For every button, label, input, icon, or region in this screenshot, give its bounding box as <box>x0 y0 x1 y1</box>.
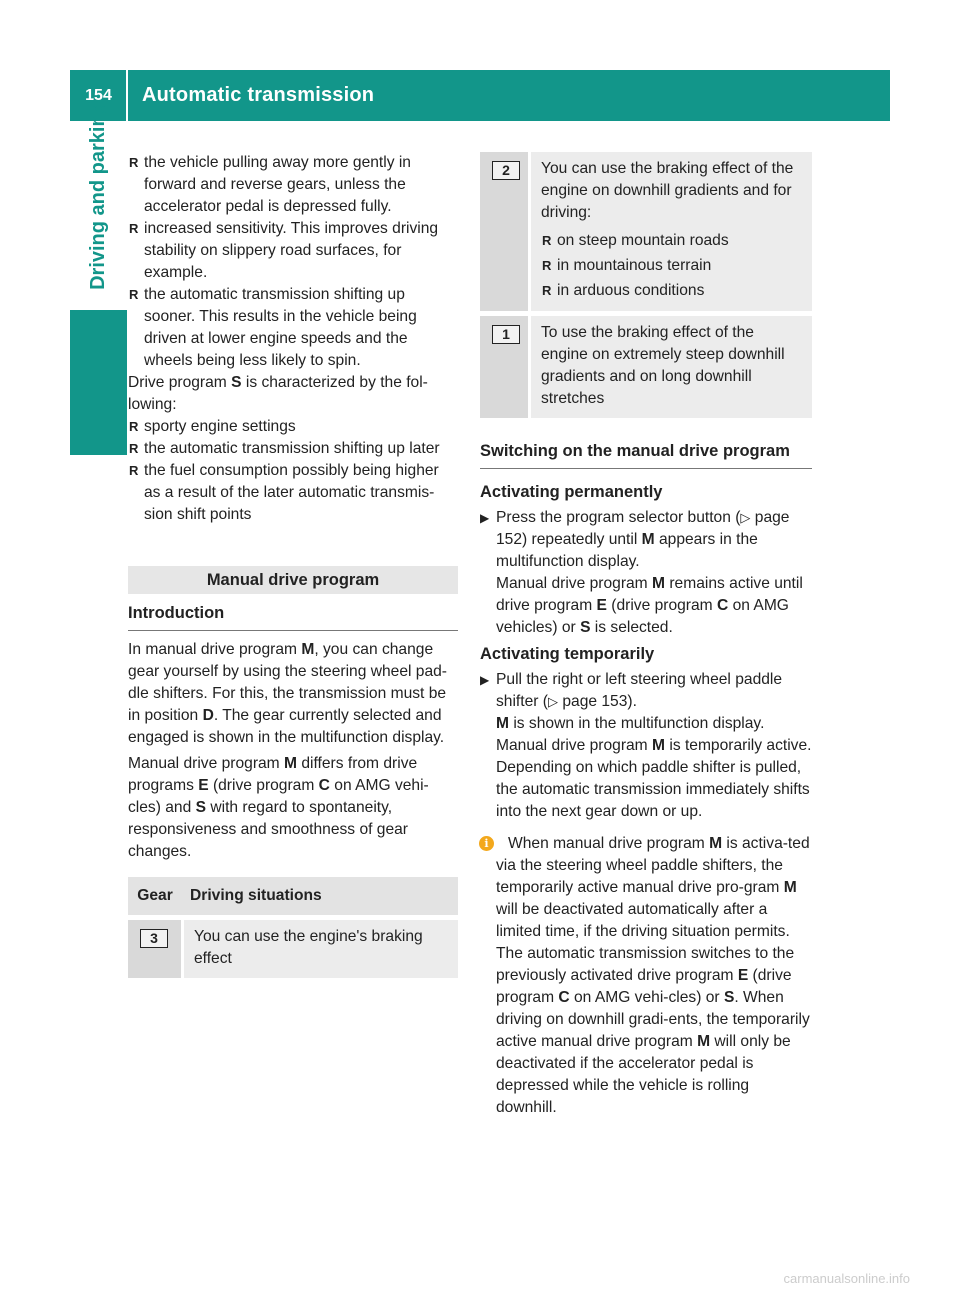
bullet-icon: R <box>129 441 139 456</box>
side-tab-marker <box>70 310 127 455</box>
step-arrow-icon: ▶ <box>480 673 490 687</box>
gear-cell <box>480 152 531 311</box>
step-arrow-icon: ▶ <box>480 511 490 525</box>
table-header-row <box>128 877 458 915</box>
bullet-icon: R <box>129 221 139 236</box>
bullet-icon: R <box>129 155 139 170</box>
step-permanent: ▶ Press the program selector button (▷ page 152) repeatedly until M appears in the multifunction display. Manual drive program M remains active until drive program E (drive program C on AMG vehicles) or S is selected. <box>480 509 803 636</box>
column-header-situations: Driving situations <box>190 887 322 904</box>
intro-paragraph-2: Manual drive program M differs from drive programs E (drive program C on AMG vehi-cles) and S with regard to spontaneity, responsiveness and smoothness of gear changes. <box>128 755 429 860</box>
bullet-icon: R <box>542 258 552 273</box>
page-title: Automatic transmission <box>142 84 375 106</box>
page-number: 154 <box>85 86 112 104</box>
list-item: R the automatic transmission shifting up sooner. This results in the vehicle being driven at lower engine speeds and the wheels being less likely to spin. <box>129 286 417 369</box>
bullet-icon: R <box>129 463 139 478</box>
gear-cell <box>128 920 184 978</box>
intro-heading: Introduction <box>128 602 458 631</box>
watermark: carmanualsonline.info <box>783 1271 910 1286</box>
situation-cell: You can use the braking effect of the engine on downhill gradients and for driving: R on steep mountain roads R in mountainous terrain R in arduous conditions <box>531 152 812 311</box>
page-ref-link[interactable]: page 152 <box>496 509 790 548</box>
drive-program-s-text: Drive program S is characterized by the fol-lowing: <box>128 374 428 413</box>
list-item: R the automatic transmission shifting up later <box>128 438 458 460</box>
bullet-list-top <box>128 152 458 372</box>
list-item: R in mountainous terrain <box>541 253 802 278</box>
list-item: R increased sensitivity. This improves driving stability on slippery road surfaces, for example. <box>129 220 439 281</box>
intro-paragraph-1: In manual drive program M, you can change gear yourself by using the steering wheel pad-dle shifters. For this, the transmission must be in position D. The gear currently selected and engaged is shown in the multifunction display. <box>128 641 447 746</box>
table-row <box>480 152 812 311</box>
activating-temporarily-heading: Activating temporarily <box>480 645 655 663</box>
list-item: R sporty engine settings <box>128 416 458 438</box>
bullet-icon: R <box>129 419 139 434</box>
left-column <box>128 152 458 978</box>
info-note: i When manual drive program M is activa-ted via the steering wheel paddle shifters, the temporarily active manual drive pro-gram M will be deactivated automatically after a limited time, if the driving situation permits. The automatic transmission switches to the previously activated drive program E (drive program C on AMG vehi-cles) or S. When driving on downhill gradi-ents, the temporarily active manual drive program M will only be deactivated if the accelerator pedal is depressed while the vehicle is rolling downhill. <box>480 833 812 1119</box>
gear-table-continued <box>480 152 812 418</box>
row2-bullets <box>541 228 802 303</box>
section-title: Manual drive program <box>128 566 458 594</box>
right-column <box>480 152 812 1119</box>
switching-heading: Switching on the manual drive program <box>480 440 812 469</box>
bullet-list-s <box>128 416 458 526</box>
gear-3-icon: 3 <box>140 929 168 948</box>
header-divider <box>126 70 128 121</box>
list-item: R on steep mountain roads <box>541 228 802 253</box>
gear-2-icon: 2 <box>492 161 520 180</box>
situation-cell: To use the braking effect of the engine on extremely steep downhill gradients and on long downhill stretches <box>531 316 812 418</box>
list-item: R the fuel consumption possibly being higher as a result of the later automatic transmis-sion shift points <box>129 462 439 523</box>
step-temporary: ▶ Pull the right or left steering wheel paddle shifter (▷ page 153). M is shown in the multifunction display. Manual drive program M is temporarily active. Depending on which paddle shifter is pulled, the automatic transmission immediately shifts into the next gear down or up. <box>480 671 812 820</box>
page-ref-icon: ▷ <box>548 694 558 709</box>
bullet-icon: R <box>542 283 552 298</box>
situation-cell: You can use the engine's braking effect <box>184 920 458 978</box>
gear-1-icon: 1 <box>492 325 520 344</box>
gear-cell <box>480 316 531 418</box>
gear-table <box>128 877 458 978</box>
page-ref-link[interactable]: page 153 <box>562 693 628 710</box>
activating-permanently-heading: Activating permanently <box>480 483 663 501</box>
bullet-icon: R <box>542 233 552 248</box>
table-row <box>128 920 458 978</box>
list-item: R in arduous conditions <box>541 278 802 303</box>
info-icon: i <box>479 836 494 851</box>
side-tab-label: Driving and parking <box>87 102 109 290</box>
table-row <box>480 316 812 418</box>
column-header-gear: Gear <box>137 887 173 904</box>
bullet-icon: R <box>129 287 139 302</box>
list-item: R the vehicle pulling away more gently in forward and reverse gears, unless the accelerator pedal is depressed fully. <box>129 154 411 215</box>
page-ref-icon: ▷ <box>740 510 751 525</box>
